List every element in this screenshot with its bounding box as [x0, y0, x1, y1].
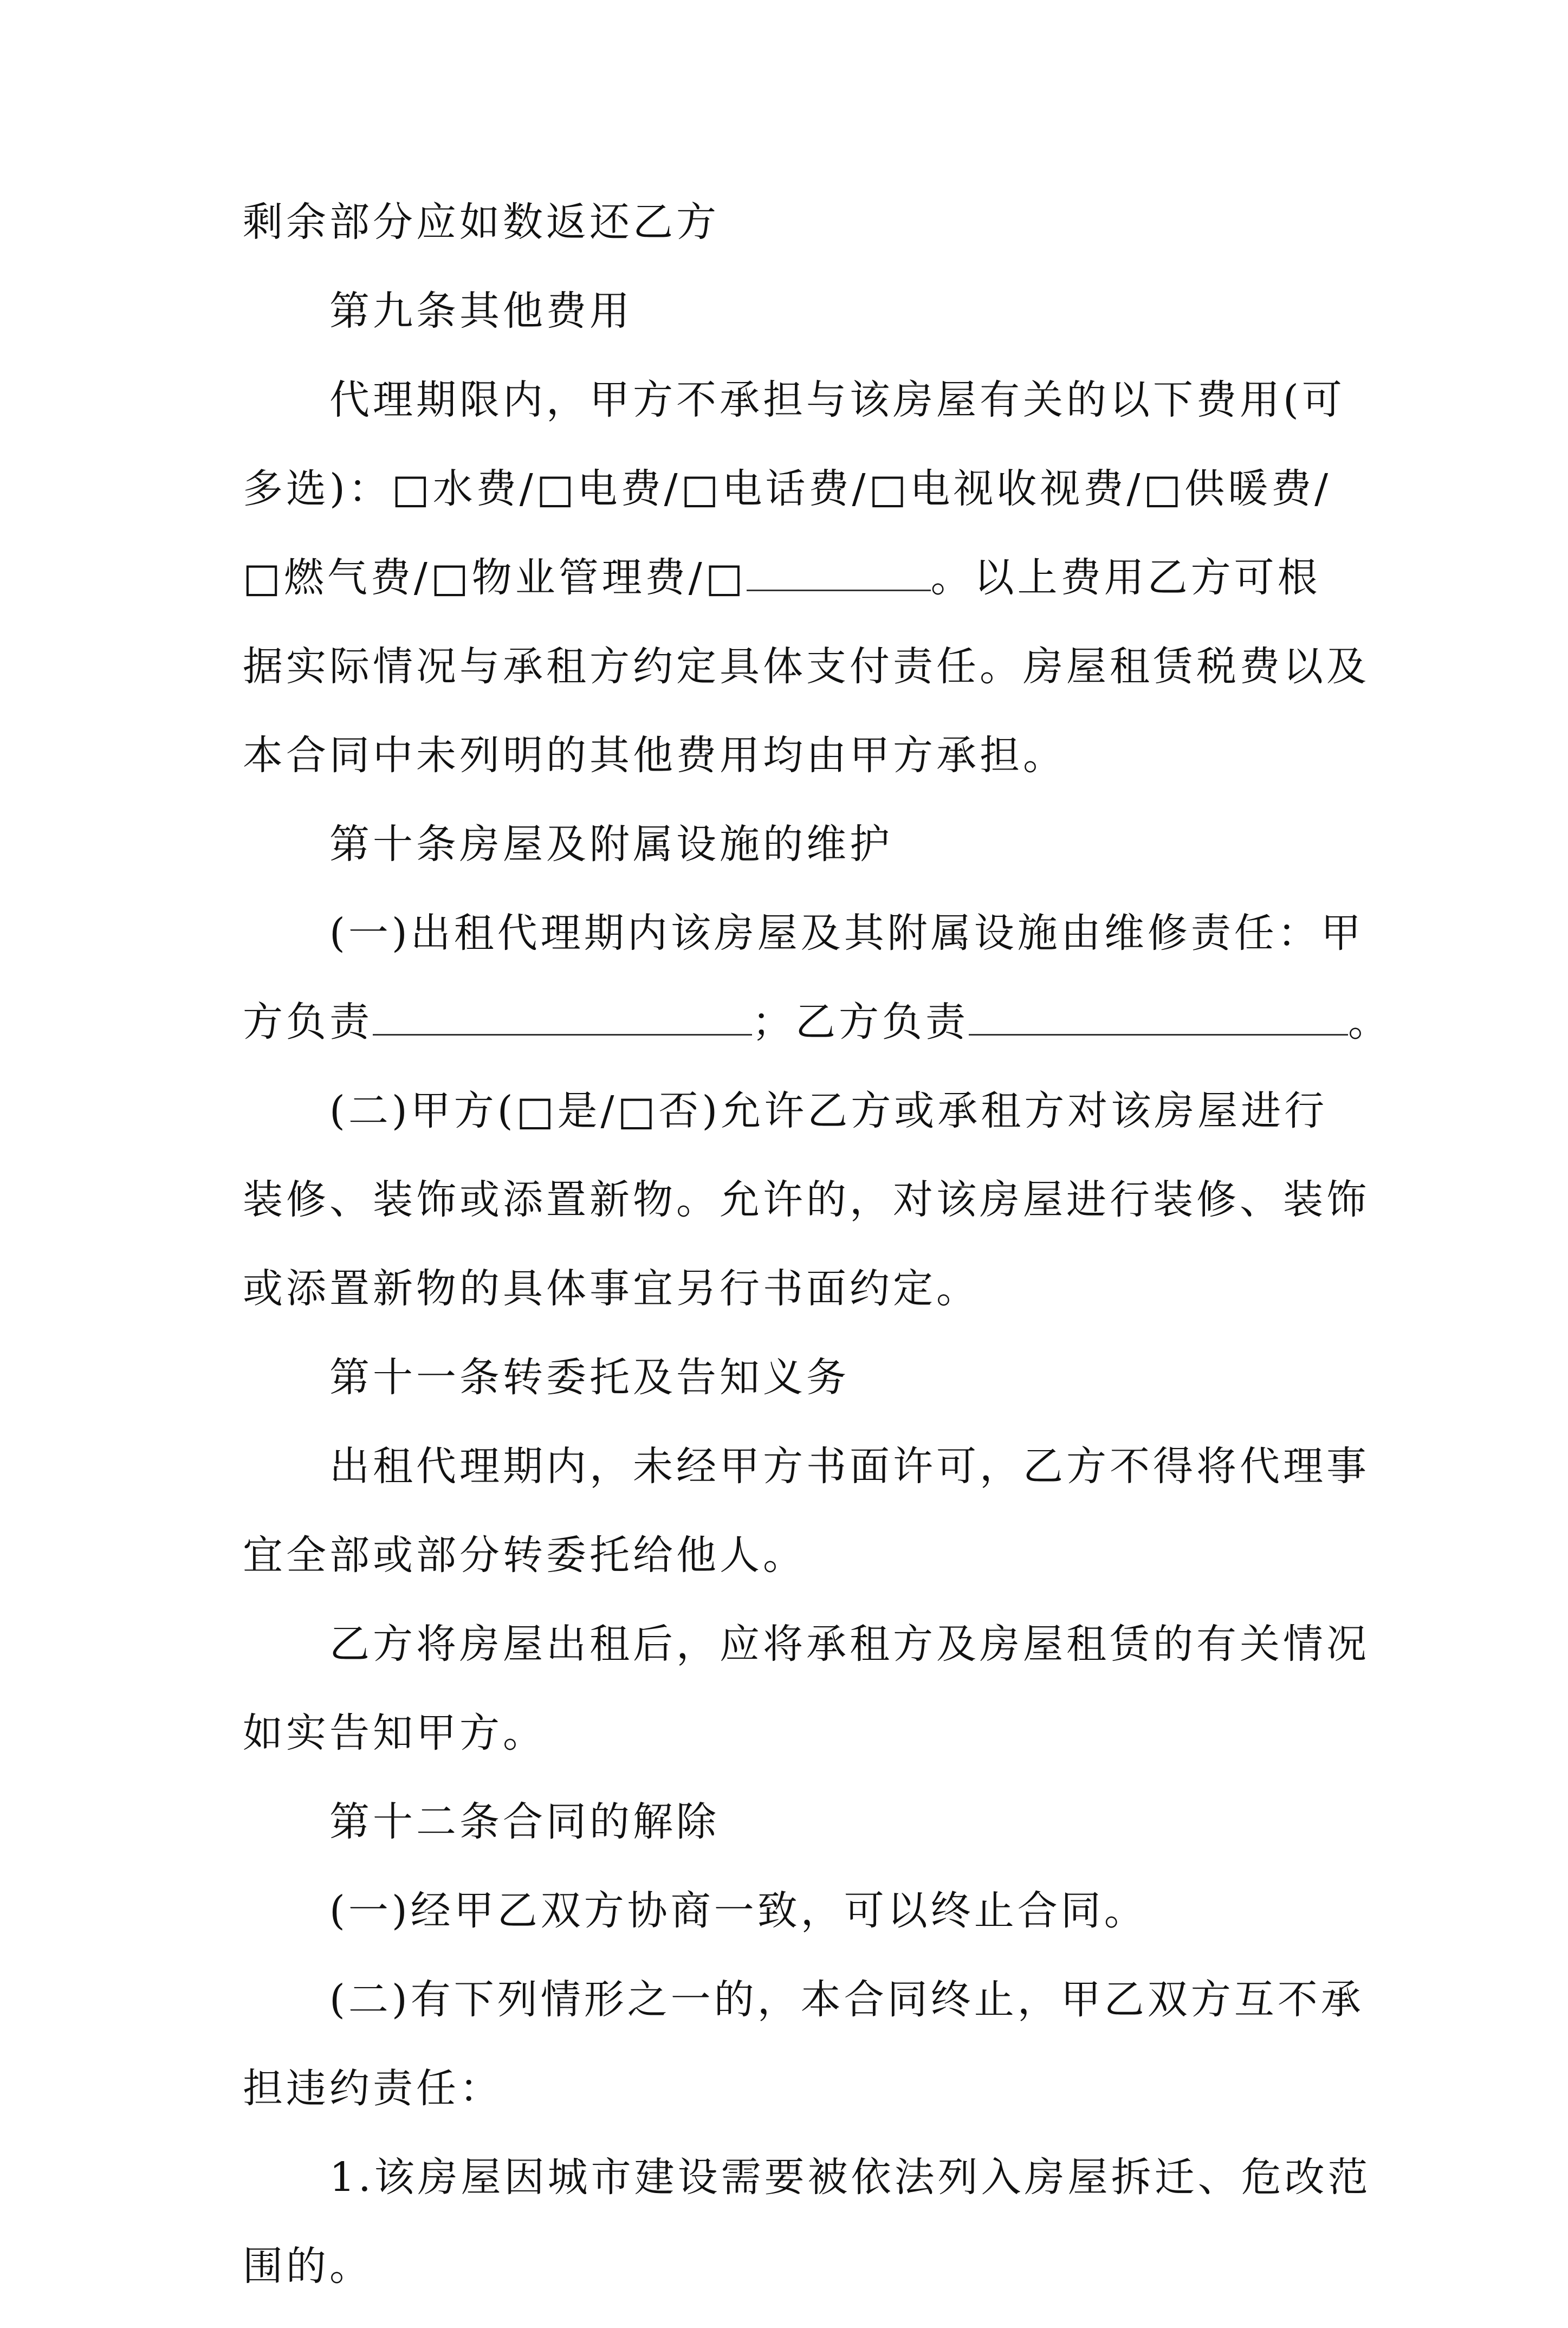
text-fragment: □燃气费/□物业管理费/□ — [243, 554, 747, 601]
clause-heading: 第十条房屋及附属设施的维护 — [329, 821, 893, 868]
text-line: 出租代理期内，未经甲方书面许可，乙方不得将代理事 — [329, 1443, 1370, 1490]
text-line: 据实际情况与承租方约定具体支付责任。房屋租赁税费以及 — [243, 643, 1370, 690]
text-line — [243, 551, 1343, 605]
fill-in-blank[interactable] — [969, 996, 1348, 1036]
text-line: 本合同中未列明的其他费用均由甲方承担。 — [243, 732, 1066, 779]
text-line: 围的。 — [243, 2243, 373, 2290]
text-fragment: 。以上费用乙方可根 — [930, 554, 1321, 601]
text-fragment: 。 — [1348, 999, 1391, 1045]
text-line: 或添置新物的具体事宜另行书面约定。 — [243, 1265, 980, 1312]
text-line: 代理期限内，甲方不承担与该房屋有关的以下费用(可 — [329, 377, 1345, 423]
fill-in-blank[interactable] — [373, 996, 752, 1036]
clause-heading: 第九条其他费用 — [329, 288, 633, 334]
text-line: 如实告知甲方。 — [243, 1710, 546, 1756]
text-line: 装修、装饰或添置新物。允许的，对该房屋进行装修、装饰 — [243, 1176, 1370, 1223]
text-fragment: 方负责 — [243, 999, 373, 1045]
text-line: (一)出租代理期内该房屋及其附属设施由维修责任：甲 — [329, 910, 1364, 956]
clause-heading: 第十二条合同的解除 — [329, 1799, 720, 1845]
document-page — [243, 195, 1391, 2328]
text-line: (二)有下列情形之一的，本合同终止，甲乙双方互不承 — [329, 1976, 1364, 2023]
text-line: 1.该房屋因城市建设需要被依法列入房屋拆迁、危改范 — [329, 2154, 1371, 2201]
text-line: (二)甲方(□是/□否)允许乙方或承租方对该房屋进行 — [329, 1088, 1328, 1134]
clause-heading: 第十一条转委托及告知义务 — [329, 1354, 850, 1401]
text-line — [243, 995, 1391, 1049]
text-line: 剩余部分应如数返还乙方 — [243, 199, 720, 245]
text-line: 乙方将房屋出租后，应将承租方及房屋租赁的有关情况 — [329, 1621, 1370, 1667]
text-fragment: ；乙方负责 — [752, 999, 969, 1045]
text-line: (一)经甲乙双方协商一致，可以终止合同。 — [329, 1887, 1148, 1934]
text-line: 担违约责任： — [243, 2065, 503, 2112]
fill-in-blank[interactable] — [747, 552, 931, 591]
text-line: 多选)：□水费/□电费/□电话费/□电视收视费/□供暖费/ — [243, 465, 1332, 512]
text-line: 宜全部或部分转委托给他人。 — [243, 1532, 806, 1579]
